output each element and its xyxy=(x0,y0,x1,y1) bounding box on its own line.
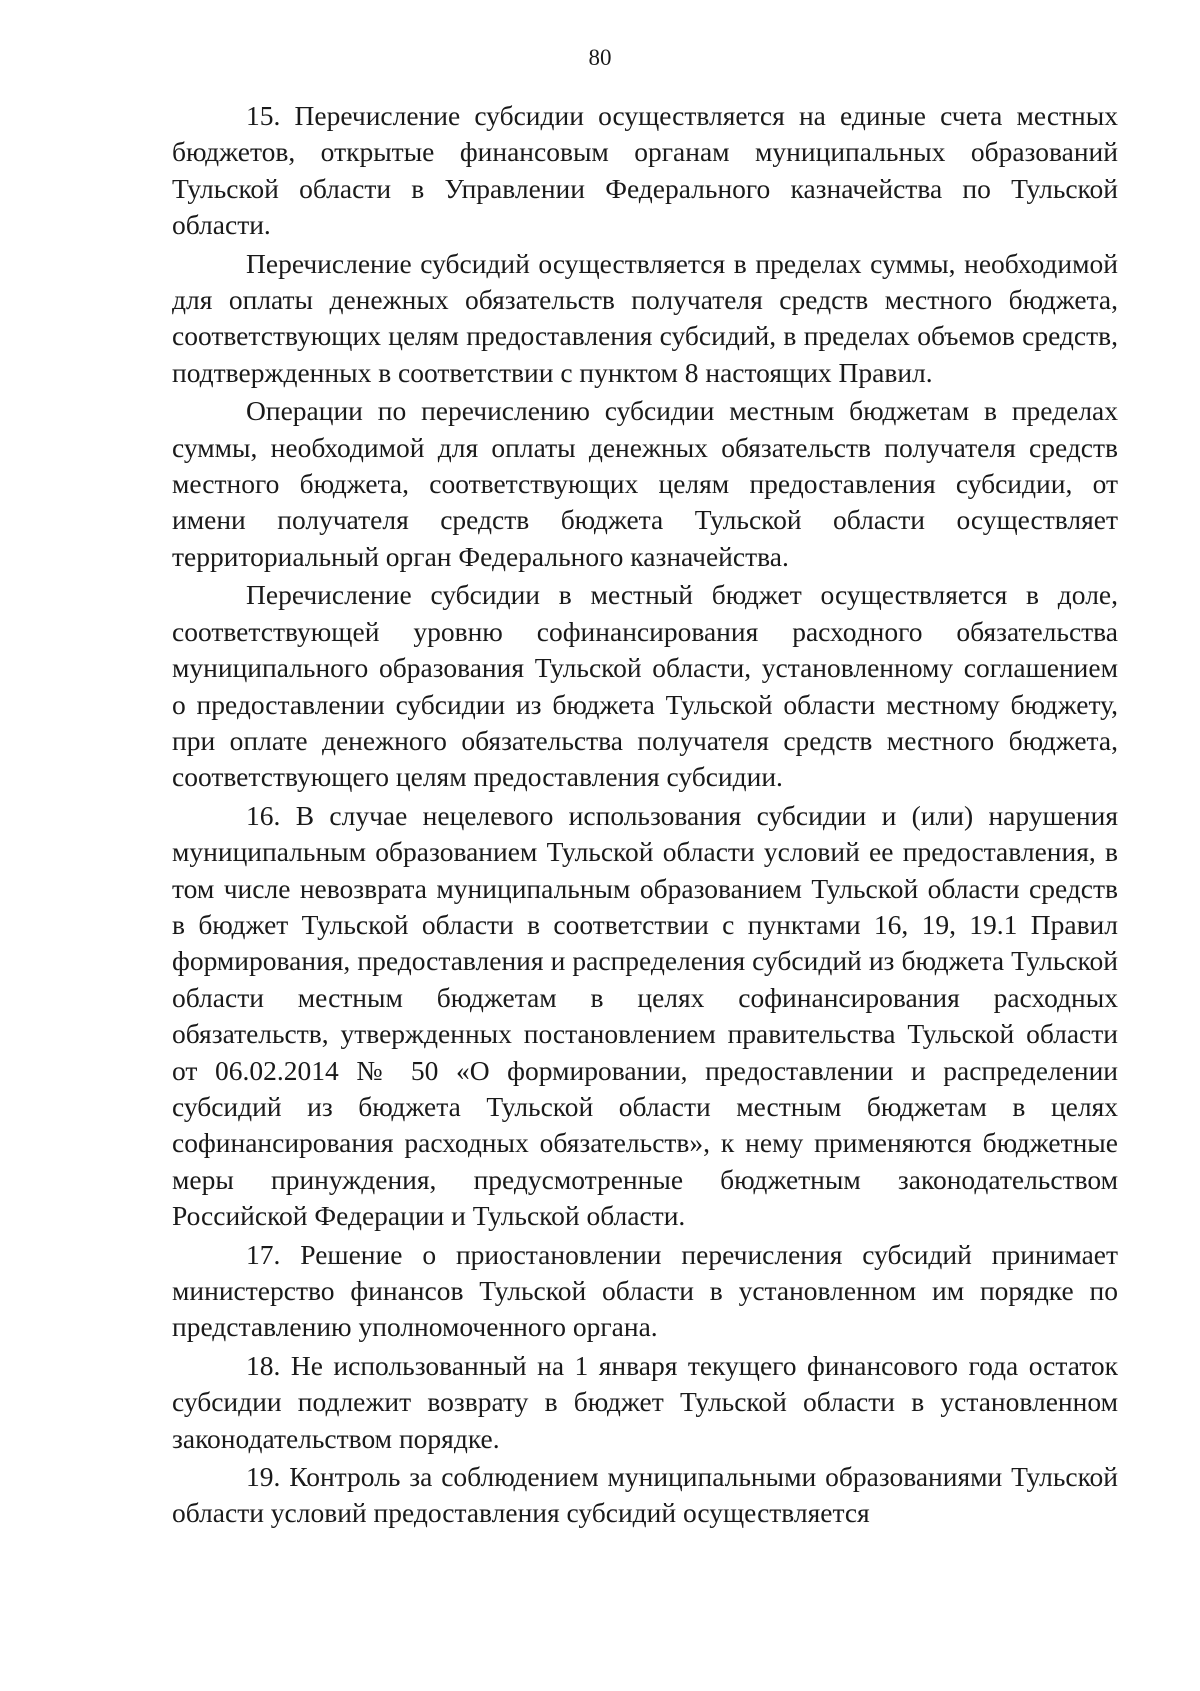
paragraph-18: 18. Не использованный на 1 января текущего финансового года остаток субсидии подлежит возврату в бюджет Тульской области в установленном законодательством порядке. xyxy=(172,1349,1118,1454)
paragraph-17: 17. Решение о приостановлении перечисления субсидий принимает министерство финансов Тульской области в установленном им порядке по представлению уполномоченного органа. xyxy=(172,1238,1118,1343)
page-number: 80 xyxy=(588,45,612,70)
paragraph-15-treasury-operations: Операции по перечислению субсидии местным бюджетам в пределах суммы, необходимой для оплаты денежных обязательств получателя средств местного бюджета, соответствующих целям предоставления субсидии, от имени получателя средств бюджета Тульской области осуществляет территориальный орган Федерального казначейства. xyxy=(172,395,1118,572)
paragraph-15-transfer-limits: Перечисление субсидий осуществляется в пределах суммы, необходимой для оплаты денежных обязательств получателя средств местного бюджета, соответствующих целям предоставления субсидий, в пределах объемов средств, подтвержденных в соответствии с пунктом 8 настоящих Правил. xyxy=(172,247,1118,388)
paragraph-19: 19. Контроль за соблюдением муниципальными образованиями Тульской области условий предоставления субсидий осуществляется xyxy=(172,1461,1118,1529)
paragraph-15-cofinancing-share: Перечисление субсидии в местный бюджет осуществляется в доле, соответствующей уровню софинансирования расходного обязательства муниципального образования Тульской области, установленному соглашением о предоставлении субсидии из бюджета Тульской области местному бюджету, при оплате денежного обязательства получателя средств местного бюджета, соответствующего целям предоставления субсидии. xyxy=(172,579,1118,793)
paragraph-16: 16. В случае нецелевого использования субсидии и (или) нарушения муниципальным образованием Тульской области условий ее предоставления, в том числе невозврата муниципальным образованием Тульской области средств в бюджет Тульской области в соответствии с пунктами 16, 19, 19.1 Правил формирования, предоставления и распределения субсидий из бюджета Тульской области местным бюджетам в целях софинансирования расходных обязательств, утвержденных постановлением правительства Тульской области от 06.02.2014 № 50 «О формировании, предоставлении и распределении субсидий из бюджета Тульской области местным бюджетам в целях софинансирования расходных обязательств», к нему применяются бюджетные меры принуждения, предусмотренные бюджетным законодательством Российской Федерации и Тульской области. xyxy=(172,799,1118,1232)
paragraph-15: 15. Перечисление субсидии осуществляется на единые счета местных бюджетов, открытые финансовым органам муниципальных образований Тульской области в Управлении Федерального казначейства по Тульской области. xyxy=(172,100,1118,241)
document-body xyxy=(172,98,1118,1534)
